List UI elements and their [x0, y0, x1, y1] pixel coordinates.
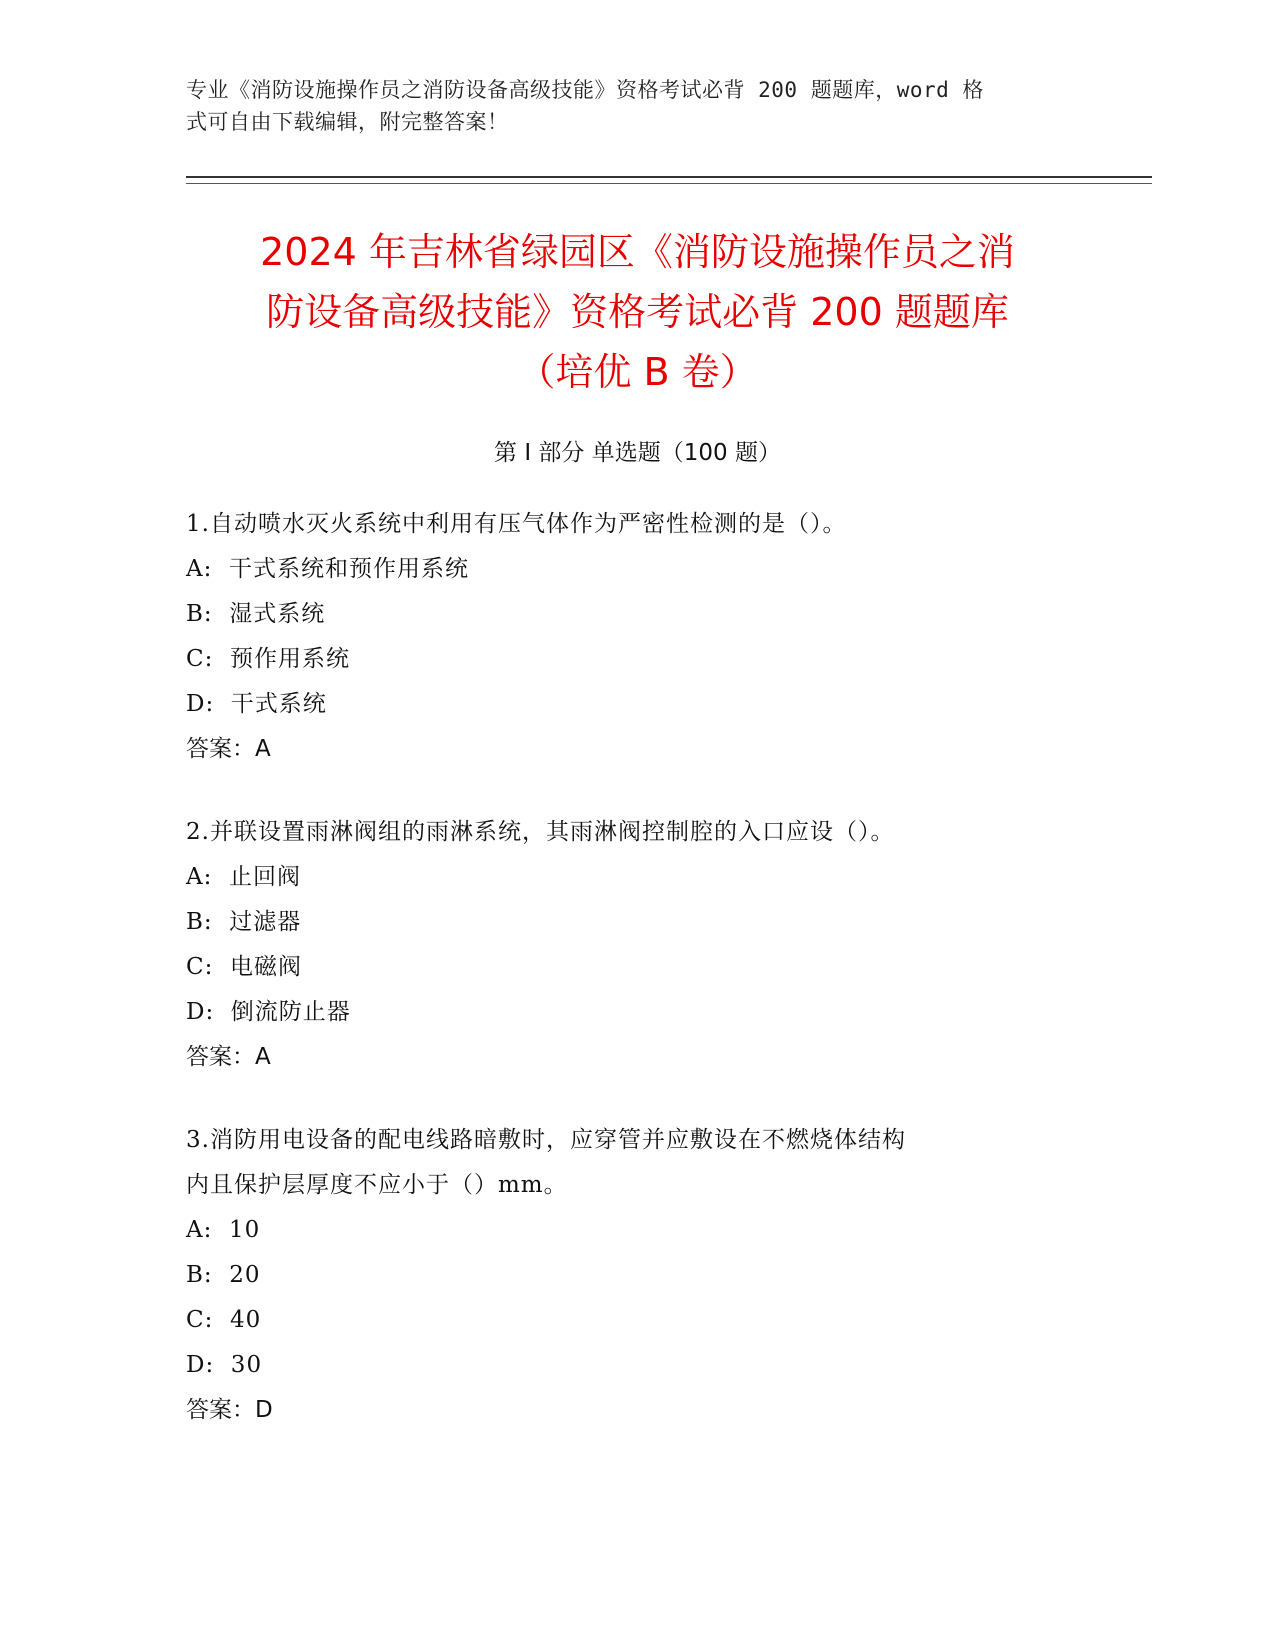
- section-heading: 第 I 部分 单选题（100 题）: [494, 440, 781, 466]
- question-3: [186, 1118, 1066, 1433]
- option-a: A: 10: [186, 1217, 261, 1243]
- option-c: C: 电磁阀: [186, 954, 302, 980]
- option-d: D: 倒流防止器: [186, 999, 351, 1025]
- title-line-2: 防设备高级技能》资格考试必背 200 题题库: [266, 290, 1009, 334]
- title-line-3: （培优 B 卷）: [517, 350, 758, 394]
- option-a: A: 干式系统和预作用系统: [186, 556, 469, 582]
- header-divider-thin: [186, 183, 1152, 184]
- title-line-1: 2024 年吉林省绿园区《消防设施操作员之消: [260, 230, 1015, 274]
- answer: 答案：D: [186, 1397, 273, 1423]
- option-b: B: 过滤器: [186, 909, 302, 935]
- option-a: A: 止回阀: [186, 864, 301, 890]
- question-stem-line-1: 3.消防用电设备的配电线路暗敷时，应穿管并应敷设在不燃烧体结构: [186, 1127, 906, 1153]
- option-c: C: 40: [186, 1307, 262, 1333]
- intro-text: [186, 74, 1066, 138]
- document-title: [150, 222, 1125, 402]
- question-2: [186, 810, 1066, 1080]
- intro-line-2: 式可自由下载编辑，附完整答案！: [186, 110, 509, 134]
- option-b: B: 湿式系统: [186, 601, 326, 627]
- question-stem: 1.自动喷水灭火系统中利用有压气体作为严密性检测的是（）。: [186, 511, 847, 537]
- question-stem-line-2: 内且保护层厚度不应小于（）mm。: [186, 1172, 568, 1198]
- header-divider-thick: [186, 176, 1152, 178]
- option-b: B: 20: [186, 1262, 261, 1288]
- intro-line-1: 专业《消防设施操作员之消防设备高级技能》资格考试必背 200 题题库，word 格: [186, 78, 984, 102]
- answer: 答案：A: [186, 736, 271, 762]
- option-d: D: 干式系统: [186, 691, 327, 717]
- answer: 答案：A: [186, 1044, 271, 1070]
- option-c: C: 预作用系统: [186, 646, 350, 672]
- option-d: D: 30: [186, 1352, 263, 1378]
- question-1: [186, 502, 1066, 772]
- question-stem: 2.并联设置雨淋阀组的雨淋系统，其雨淋阀控制腔的入口应设（）。: [186, 819, 895, 845]
